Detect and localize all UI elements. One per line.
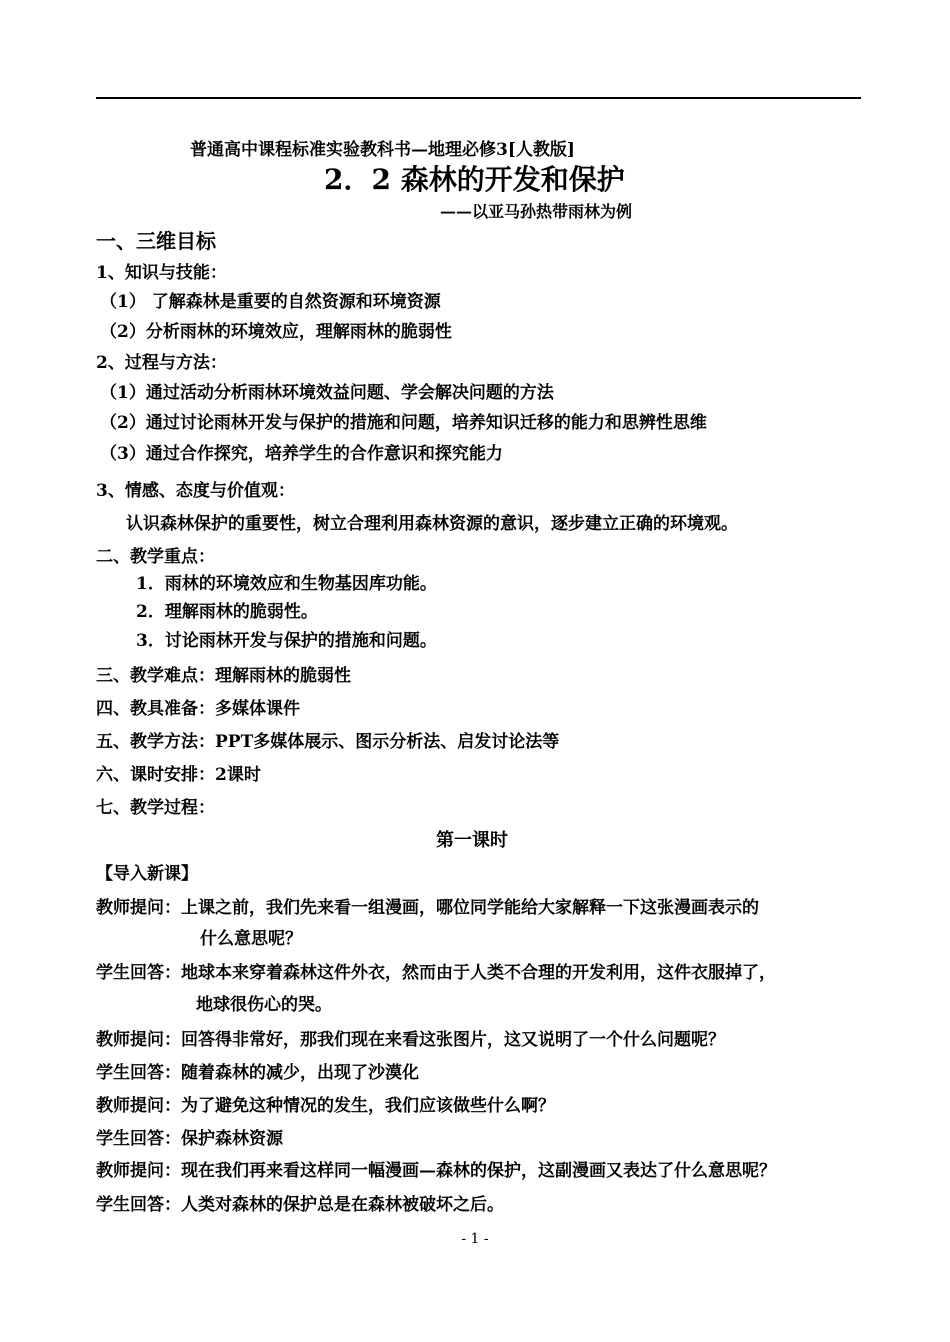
key-points-heading: 二、教学重点：: [96, 547, 215, 567]
dialogue-line: 学生回答：保护森林资源: [96, 1129, 283, 1149]
dialogue-line: 教师提问：为了避免这种情况的发生，我们应该做些什么啊？: [96, 1096, 555, 1116]
document-title: 2．2 森林的开发和保护: [324, 163, 625, 196]
key-point-item: 1．雨林的环境效应和生物基因库功能。: [136, 574, 437, 594]
tools-line: 四、教具准备：多媒体课件: [96, 699, 300, 719]
document-subtitle: ——以亚马孙热带雨林为例: [440, 202, 633, 221]
intro-heading: 【导入新课】: [96, 864, 198, 884]
dialogue-line: 地球很伤心的哭。: [196, 995, 332, 1015]
attitude-text: 认识森林保护的重要性，树立合理利用森林资源的意识，逐步建立正确的环境观。: [126, 514, 738, 534]
process-item: （3）通过合作探究，培养学生的合作意识和探究能力: [100, 444, 503, 464]
page-number: - 1 -: [461, 1231, 489, 1247]
key-point-item: 3．讨论雨林开发与保护的措施和问题。: [136, 631, 437, 651]
process-item: （1）通过活动分析雨林环境效益问题、学会解决问题的方法: [100, 383, 554, 403]
methods-line: 五、教学方法：PPT多媒体展示、图示分析法、启发讨论法等: [96, 732, 560, 752]
lesson-title: 第一课时: [436, 830, 508, 851]
difficulty-line: 三、教学难点：理解雨林的脆弱性: [96, 666, 351, 686]
dialogue-line: 教师提问：上课之前，我们先来看一组漫画，哪位同学能给大家解释一下这张漫画表示的: [96, 898, 759, 918]
knowledge-item: （1） 了解森林是重要的自然资源和环境资源: [100, 292, 441, 312]
header-rule: [96, 97, 861, 99]
schedule-line: 六、课时安排：2课时: [96, 765, 261, 785]
process-heading: 2、过程与方法：: [96, 353, 227, 373]
key-point-item: 2．理解雨林的脆弱性。: [136, 602, 318, 622]
knowledge-item: （2）分析雨林的环境效应，理解雨林的脆弱性: [100, 322, 452, 342]
attitude-heading: 3、情感、态度与价值观：: [96, 481, 295, 501]
dialogue-line: 教师提问：现在我们再来看这样同一幅漫画—森林的保护，这副漫画又表达了什么意思呢？: [96, 1161, 776, 1181]
dialogue-line: 学生回答：人类对森林的保护总是在森林被破坏之后。: [96, 1195, 504, 1215]
dialogue-line: 学生回答：地球本来穿着森林这件外衣，然而由于人类不合理的开发利用，这件衣服掉了，: [96, 963, 776, 983]
dialogue-line: 什么意思呢？: [200, 929, 302, 949]
knowledge-heading: 1、知识与技能：: [96, 263, 227, 283]
dialogue-line: 学生回答：随着森林的减少，出现了沙漠化: [96, 1063, 419, 1083]
objectives-heading: 一、三维目标: [96, 229, 216, 253]
process-section-heading: 七、教学过程：: [96, 798, 215, 818]
textbook-line: 普通高中课程标准实验教科书—地理必修3[人教版]: [190, 140, 575, 160]
dialogue-line: 教师提问：回答得非常好，那我们现在来看这张图片，这又说明了一个什么问题呢？: [96, 1030, 725, 1050]
process-item: （2）通过讨论雨林开发与保护的措施和问题，培养知识迁移的能力和思辨性思维: [100, 413, 707, 433]
